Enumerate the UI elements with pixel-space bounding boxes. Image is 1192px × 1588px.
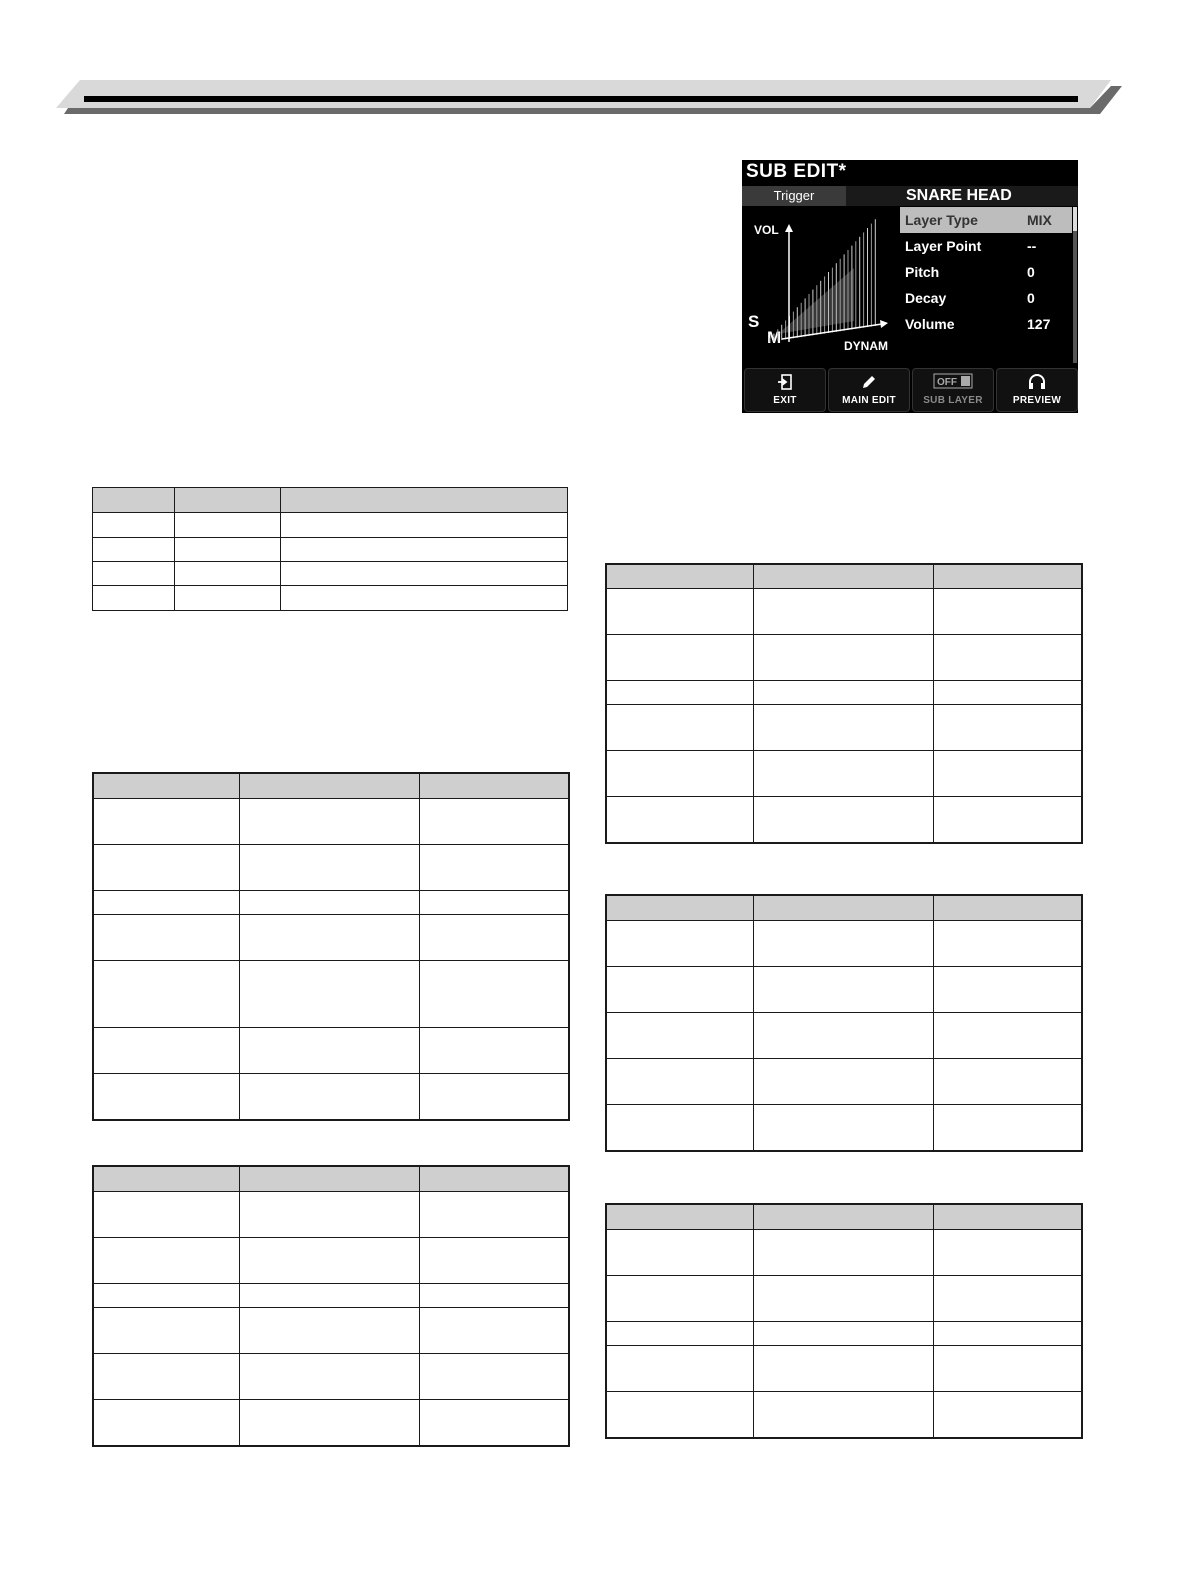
table-cell bbox=[934, 1346, 1083, 1392]
table-cell bbox=[934, 635, 1083, 681]
table-cell bbox=[754, 681, 934, 705]
softkey-sub-layer[interactable] bbox=[912, 368, 994, 412]
softkey-preview[interactable] bbox=[996, 368, 1078, 412]
table-cell bbox=[606, 1392, 754, 1439]
table-cell bbox=[420, 1074, 570, 1121]
table-header-row bbox=[93, 488, 568, 513]
table-row bbox=[93, 1238, 569, 1284]
table-row bbox=[606, 705, 1082, 751]
table-row bbox=[93, 1074, 569, 1121]
table-row bbox=[606, 681, 1082, 705]
table-cell bbox=[934, 705, 1083, 751]
table-cell bbox=[934, 1105, 1083, 1152]
table-row bbox=[606, 1230, 1082, 1276]
table-cell bbox=[93, 799, 240, 845]
scrollbar-thumb[interactable] bbox=[1073, 207, 1077, 231]
table-cell bbox=[606, 705, 754, 751]
table-cell bbox=[754, 797, 934, 844]
table-cell bbox=[934, 1059, 1083, 1105]
table-cell bbox=[754, 1322, 934, 1346]
table-cell bbox=[754, 967, 934, 1013]
table-cell bbox=[754, 1392, 934, 1439]
table-cell bbox=[420, 1400, 570, 1447]
table-cell bbox=[606, 1105, 754, 1152]
table-cell bbox=[93, 1308, 240, 1354]
table-cell bbox=[420, 1354, 570, 1400]
table-cell bbox=[754, 705, 934, 751]
table-cell bbox=[93, 891, 240, 915]
table-header-cell bbox=[754, 1204, 934, 1230]
table-cell bbox=[754, 921, 934, 967]
param-value: 127 bbox=[1027, 316, 1051, 332]
table-row bbox=[606, 1013, 1082, 1059]
table-header-cell bbox=[240, 773, 420, 799]
table-row bbox=[93, 1400, 569, 1447]
param-name: Layer Point bbox=[905, 238, 982, 254]
table-cell bbox=[175, 538, 281, 562]
table-cell bbox=[93, 1074, 240, 1121]
table-cell bbox=[420, 799, 570, 845]
table-row bbox=[93, 891, 569, 915]
softkey-label: SUB LAYER bbox=[923, 395, 983, 406]
param-value: 0 bbox=[1027, 290, 1035, 306]
table-cell bbox=[606, 1059, 754, 1105]
table-row bbox=[606, 635, 1082, 681]
table-cell bbox=[420, 1028, 570, 1074]
table-cell bbox=[606, 1322, 754, 1346]
table-cell bbox=[754, 1230, 934, 1276]
dynam-axis-arrow bbox=[880, 320, 888, 328]
table-cell bbox=[754, 751, 934, 797]
table-cell bbox=[606, 797, 754, 844]
table-cell bbox=[175, 586, 281, 611]
table-cell bbox=[606, 1013, 754, 1059]
table-header-cell bbox=[240, 1166, 420, 1192]
table-header-cell bbox=[93, 773, 240, 799]
table-row bbox=[93, 961, 569, 1028]
table-header-cell bbox=[934, 564, 1083, 589]
table-cell bbox=[934, 681, 1083, 705]
table-row bbox=[606, 797, 1082, 844]
table-row bbox=[93, 799, 569, 845]
softkey-exit[interactable] bbox=[744, 368, 826, 412]
softkey-label: PREVIEW bbox=[1012, 395, 1062, 406]
table-cell bbox=[281, 562, 568, 586]
table-cell bbox=[175, 513, 281, 538]
table-cell bbox=[420, 1284, 570, 1308]
param-row-volume[interactable] bbox=[900, 311, 1072, 337]
table-row bbox=[606, 1105, 1082, 1152]
table-row bbox=[93, 1192, 569, 1238]
table-cell bbox=[754, 635, 934, 681]
table-cell bbox=[606, 681, 754, 705]
table-header-cell bbox=[420, 773, 570, 799]
table-cell bbox=[240, 1074, 420, 1121]
table-header-cell bbox=[934, 1204, 1083, 1230]
table-cell bbox=[934, 797, 1083, 844]
table-header-row bbox=[606, 564, 1082, 589]
table-cell bbox=[934, 967, 1083, 1013]
table-row bbox=[93, 1028, 569, 1074]
screen-title: SUB EDIT* bbox=[746, 161, 847, 182]
table-header-cell bbox=[93, 488, 175, 513]
table-header-cell bbox=[175, 488, 281, 513]
table-cell bbox=[934, 1013, 1083, 1059]
softkey-main-edit[interactable] bbox=[828, 368, 910, 412]
table-header-cell bbox=[281, 488, 568, 513]
table-cell bbox=[93, 1354, 240, 1400]
table-cell bbox=[93, 562, 175, 586]
table-header-row bbox=[606, 1204, 1082, 1230]
table-header-cell bbox=[934, 895, 1083, 921]
table-cell bbox=[240, 1028, 420, 1074]
table-header-cell bbox=[754, 895, 934, 921]
table-header-row bbox=[93, 1166, 569, 1192]
velocity-layer-graph bbox=[742, 206, 900, 356]
table-row bbox=[606, 751, 1082, 797]
table-row bbox=[606, 589, 1082, 635]
table-header-cell bbox=[606, 564, 754, 589]
table-row bbox=[93, 845, 569, 891]
dynam-label: DYNAM bbox=[844, 339, 888, 353]
table-cell bbox=[281, 513, 568, 538]
param-value: MIX bbox=[1027, 212, 1052, 228]
table-6 bbox=[605, 1203, 1083, 1439]
table-5 bbox=[605, 894, 1083, 1152]
headphones-icon bbox=[997, 373, 1077, 391]
table-cell bbox=[420, 915, 570, 961]
table-cell bbox=[754, 1276, 934, 1322]
table-row bbox=[93, 1284, 569, 1308]
s-label: S bbox=[748, 312, 760, 331]
table-cell bbox=[606, 751, 754, 797]
param-row-decay[interactable] bbox=[900, 285, 1072, 311]
table-row bbox=[93, 915, 569, 961]
param-name: Decay bbox=[905, 290, 947, 306]
table-cell bbox=[93, 915, 240, 961]
table-cell bbox=[93, 1028, 240, 1074]
table-cell bbox=[420, 1192, 570, 1238]
table-cell bbox=[420, 961, 570, 1028]
table-header-row bbox=[606, 895, 1082, 921]
param-scrollbar[interactable] bbox=[1073, 207, 1077, 363]
toggle-text: OFF bbox=[937, 377, 957, 388]
vol-axis-arrow bbox=[785, 224, 793, 232]
param-value: -- bbox=[1027, 238, 1037, 254]
table-row bbox=[606, 1276, 1082, 1322]
param-row-layer-point[interactable] bbox=[900, 233, 1072, 259]
table-row bbox=[93, 562, 568, 586]
table-cell bbox=[240, 1308, 420, 1354]
table-cell bbox=[754, 1059, 934, 1105]
param-name: Volume bbox=[905, 316, 955, 332]
table-cell bbox=[934, 1322, 1083, 1346]
table-row bbox=[606, 1392, 1082, 1439]
param-name: Layer Type bbox=[905, 212, 978, 228]
table-cell bbox=[240, 845, 420, 891]
table-cell bbox=[93, 513, 175, 538]
table-cell bbox=[93, 1238, 240, 1284]
param-value: 0 bbox=[1027, 264, 1035, 280]
table-cell bbox=[934, 751, 1083, 797]
table-cell bbox=[420, 891, 570, 915]
table-3 bbox=[92, 1165, 570, 1447]
table-cell bbox=[934, 1392, 1083, 1439]
table-row bbox=[606, 921, 1082, 967]
param-name: Pitch bbox=[905, 264, 940, 280]
table-cell bbox=[240, 961, 420, 1028]
table-row bbox=[93, 586, 568, 611]
param-row-pitch[interactable] bbox=[900, 259, 1072, 285]
table-row bbox=[93, 513, 568, 538]
table-header-row bbox=[93, 773, 569, 799]
table-cell bbox=[93, 586, 175, 611]
table-cell bbox=[606, 1230, 754, 1276]
table-row bbox=[93, 1354, 569, 1400]
table-cell bbox=[93, 1192, 240, 1238]
table-cell bbox=[420, 1308, 570, 1354]
table-1 bbox=[92, 487, 568, 611]
table-cell bbox=[420, 845, 570, 891]
table-cell bbox=[93, 1284, 240, 1308]
pencil-icon bbox=[829, 373, 909, 391]
table-cell bbox=[93, 1400, 240, 1447]
table-cell bbox=[240, 799, 420, 845]
table-header-cell bbox=[754, 564, 934, 589]
table-row bbox=[606, 1346, 1082, 1392]
table-cell bbox=[606, 967, 754, 1013]
table-cell bbox=[606, 1276, 754, 1322]
param-row-layer-type[interactable] bbox=[900, 207, 1072, 233]
softkey-bar bbox=[744, 368, 1078, 412]
table-cell bbox=[754, 1013, 934, 1059]
exit-icon bbox=[745, 373, 825, 391]
table-row bbox=[606, 967, 1082, 1013]
param-list bbox=[900, 207, 1072, 337]
softkey-label: MAIN EDIT bbox=[842, 395, 896, 406]
table-cell bbox=[754, 1346, 934, 1392]
table-row bbox=[93, 1308, 569, 1354]
lcd-screen bbox=[742, 160, 1078, 413]
table-cell bbox=[240, 1192, 420, 1238]
table-cell bbox=[240, 915, 420, 961]
m-label: M bbox=[767, 328, 782, 347]
table-cell bbox=[934, 1276, 1083, 1322]
table-header-cell bbox=[420, 1166, 570, 1192]
off-toggle-icon bbox=[913, 373, 993, 391]
softkey-label: EXIT bbox=[773, 395, 797, 406]
table-cell bbox=[754, 1105, 934, 1152]
table-cell bbox=[606, 635, 754, 681]
table-cell bbox=[93, 961, 240, 1028]
table-cell bbox=[240, 1400, 420, 1447]
table-header-cell bbox=[93, 1166, 240, 1192]
table-cell bbox=[934, 589, 1083, 635]
table-cell bbox=[240, 1354, 420, 1400]
table-cell bbox=[281, 538, 568, 562]
table-header-cell bbox=[606, 1204, 754, 1230]
table-2 bbox=[92, 772, 570, 1121]
table-cell bbox=[240, 891, 420, 915]
instrument-name: SNARE HEAD bbox=[906, 187, 1012, 204]
velocity-lines bbox=[770, 219, 875, 342]
table-4 bbox=[605, 563, 1083, 844]
table-cell bbox=[93, 538, 175, 562]
table-header-cell bbox=[606, 895, 754, 921]
vol-label: VOL bbox=[754, 223, 779, 237]
table-cell bbox=[934, 1230, 1083, 1276]
table-cell bbox=[606, 921, 754, 967]
tab-trigger[interactable]: Trigger bbox=[742, 186, 846, 206]
table-cell bbox=[240, 1284, 420, 1308]
table-cell bbox=[606, 1346, 754, 1392]
table-row bbox=[93, 538, 568, 562]
table-cell bbox=[281, 586, 568, 611]
header-banner bbox=[56, 80, 1122, 116]
table-cell bbox=[240, 1238, 420, 1284]
table-row bbox=[606, 1059, 1082, 1105]
table-cell bbox=[606, 589, 754, 635]
table-row bbox=[606, 1322, 1082, 1346]
table-cell bbox=[934, 921, 1083, 967]
table-cell bbox=[175, 562, 281, 586]
table-cell bbox=[93, 845, 240, 891]
table-cell bbox=[754, 589, 934, 635]
table-cell bbox=[420, 1238, 570, 1284]
